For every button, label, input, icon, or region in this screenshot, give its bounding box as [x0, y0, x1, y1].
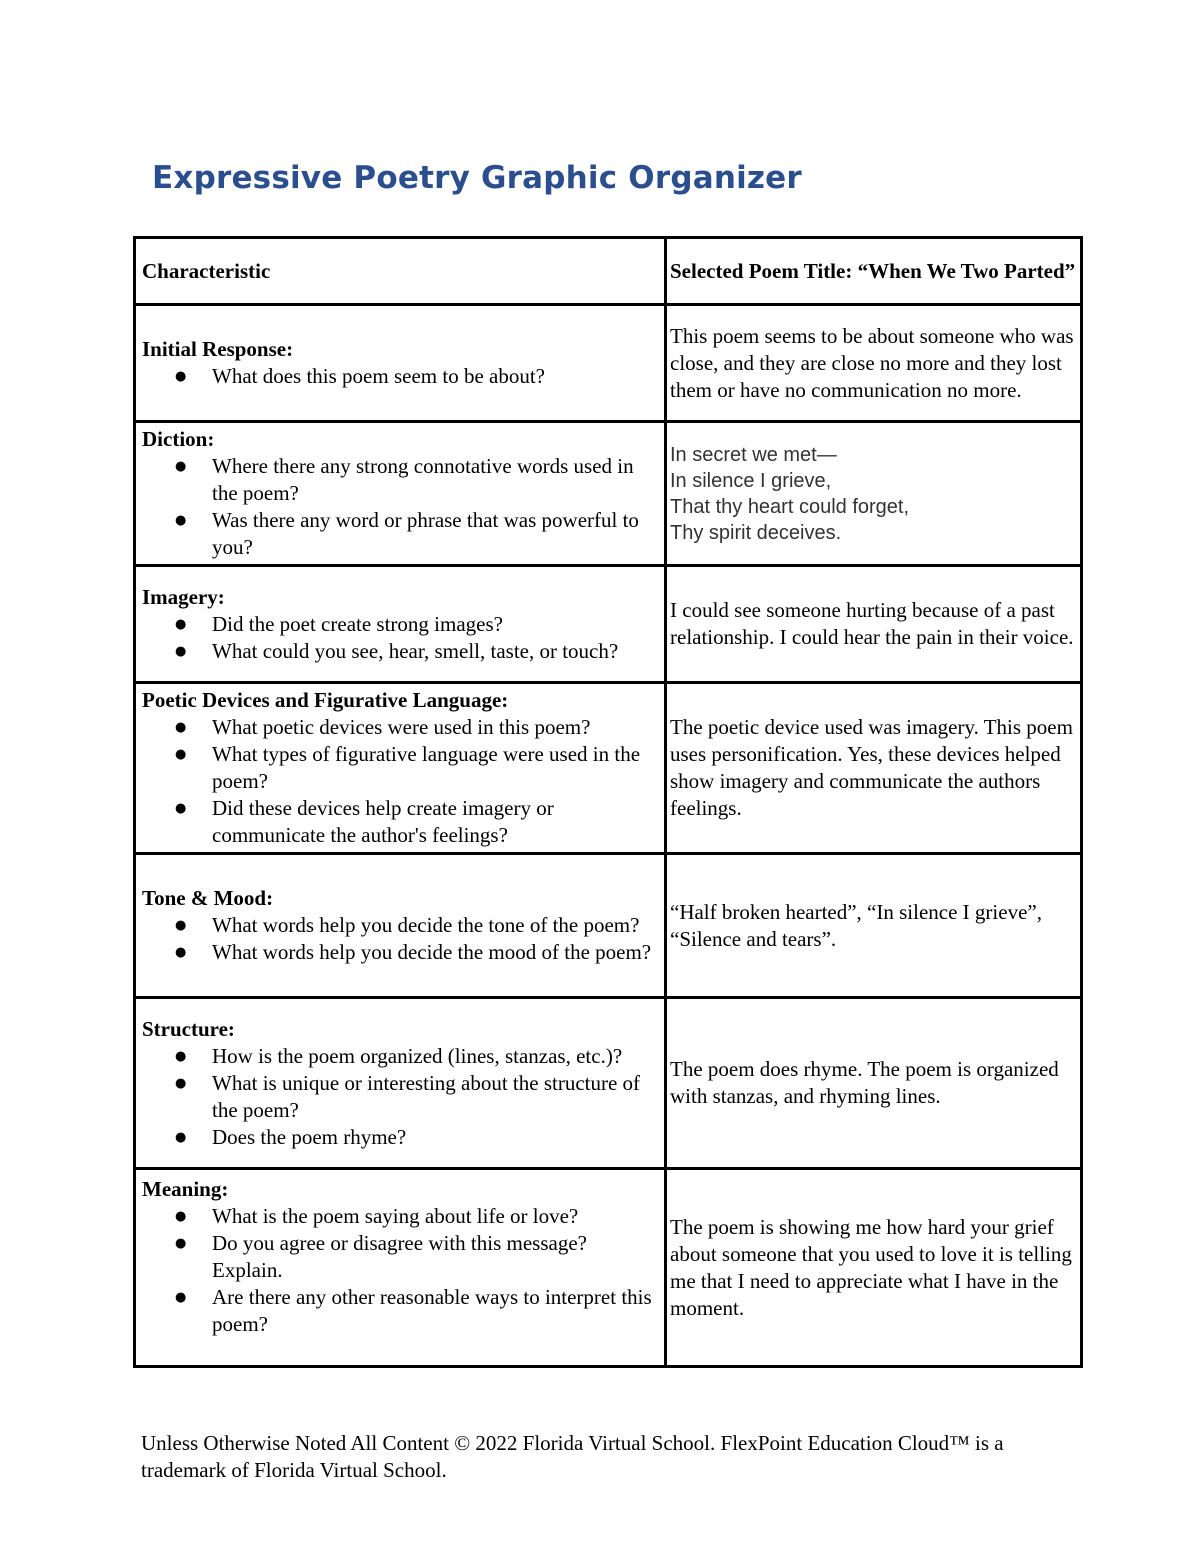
response-text: The poem does rhyme. The poem is organized with stanzas, and rhyming lines.: [670, 1057, 1059, 1108]
prompt-item: ● Did the poet create strong images?: [212, 611, 660, 638]
characteristic-cell: [135, 998, 666, 1169]
row-initial-response: [135, 305, 1082, 422]
prompt-list: [142, 453, 660, 561]
table-header-row: [135, 238, 1082, 305]
response-cell: [666, 422, 1082, 566]
response-cell: [666, 1169, 1082, 1367]
prompt-item: ● Are there any other reasonable ways to interpret this poem?: [212, 1284, 660, 1338]
response-cell: [666, 683, 1082, 854]
characteristic-cell: [135, 854, 666, 998]
section-title: Imagery:: [142, 584, 225, 609]
prompt-item: ● What is unique or interesting about the structure of the poem?: [212, 1070, 660, 1124]
characteristic-cell: [135, 1169, 666, 1367]
response-text: In secret we met— In silence I grieve, That thy heart could forget, Thy spirit deceives.: [670, 443, 910, 544]
response-cell: [666, 998, 1082, 1169]
prompt-item: ● What types of figurative language were used in the poem?: [212, 741, 660, 795]
section-title: Poetic Devices and Figurative Language:: [142, 688, 509, 712]
prompt-list: [142, 363, 660, 390]
prompt-item: ● What words help you decide the tone of the poem?: [212, 912, 660, 939]
row-poetic-devices: [135, 683, 1082, 854]
header-characteristic: Characteristic: [135, 238, 666, 305]
prompt-item: ● What words help you decide the mood of the poem?: [212, 939, 660, 966]
characteristic-cell: [135, 683, 666, 854]
row-diction: [135, 422, 1082, 566]
section-title: Structure:: [142, 1016, 235, 1041]
prompt-item: ● Did these devices help create imagery or communicate the author's feelings?: [212, 795, 660, 849]
header-selected-poem: Selected Poem Title: “When We Two Parted”: [666, 238, 1082, 305]
prompt-item: ● How is the poem organized (lines, stanzas, etc.)?: [212, 1043, 660, 1070]
prompt-item: ● Does the poem rhyme?: [212, 1124, 660, 1151]
prompt-list: [142, 611, 660, 665]
row-imagery: [135, 566, 1082, 683]
page-title: Expressive Poetry Graphic Organizer: [152, 160, 802, 196]
prompt-item: ● Where there any strong connotative words used in the poem?: [212, 453, 660, 507]
response-cell: [666, 305, 1082, 422]
response-text: The poetic device used was imagery. This poem uses personification. Yes, these devices helped show imagery and communicate the authors feelings.: [670, 715, 1073, 820]
prompt-list: [142, 1203, 660, 1338]
response-text: This poem seems to be about someone who was close, and they are close no more and they lost them or have no communication no more.: [670, 323, 1074, 402]
prompt-list: [142, 912, 660, 966]
section-title: Initial Response:: [142, 337, 294, 361]
response-text: I could see someone hurting because of a past relationship. I could hear the pain in their voice.: [670, 598, 1074, 649]
prompt-list: [142, 1043, 660, 1151]
prompt-list: [142, 714, 660, 849]
characteristic-cell: [135, 566, 666, 683]
row-meaning: [135, 1169, 1082, 1367]
section-title: Diction:: [142, 427, 215, 451]
row-structure: [135, 998, 1082, 1169]
copyright-footer: Unless Otherwise Noted All Content © 2022 Florida Virtual School. FlexPoint Education Cloud™ is a trademark of Florida Virtual School.: [141, 1431, 1004, 1482]
prompt-item: ● What could you see, hear, smell, taste, or touch?: [212, 638, 660, 665]
response-cell: [666, 854, 1082, 998]
characteristic-cell: [135, 422, 666, 566]
prompt-item: ● What does this poem seem to be about?: [212, 363, 660, 390]
response-text: The poem is showing me how hard your grief about someone that you used to love it is telling me that I need to appreciate what I have in the moment.: [670, 1214, 1072, 1320]
prompt-item: ● Do you agree or disagree with this message? Explain.: [212, 1230, 660, 1284]
prompt-item: ● What poetic devices were used in this poem?: [212, 714, 660, 741]
section-title: Tone & Mood:: [142, 886, 274, 910]
response-cell: [666, 566, 1082, 683]
characteristic-cell: [135, 305, 666, 422]
prompt-item: ● What is the poem saying about life or love?: [212, 1203, 660, 1230]
section-title: Meaning:: [142, 1177, 229, 1201]
row-tone-mood: [135, 854, 1082, 998]
graphic-organizer-table: [133, 236, 1083, 1368]
prompt-item: ● Was there any word or phrase that was powerful to you?: [212, 507, 660, 561]
response-text: “Half broken hearted”, “In silence I grieve”, “Silence and tears”.: [670, 899, 1042, 951]
